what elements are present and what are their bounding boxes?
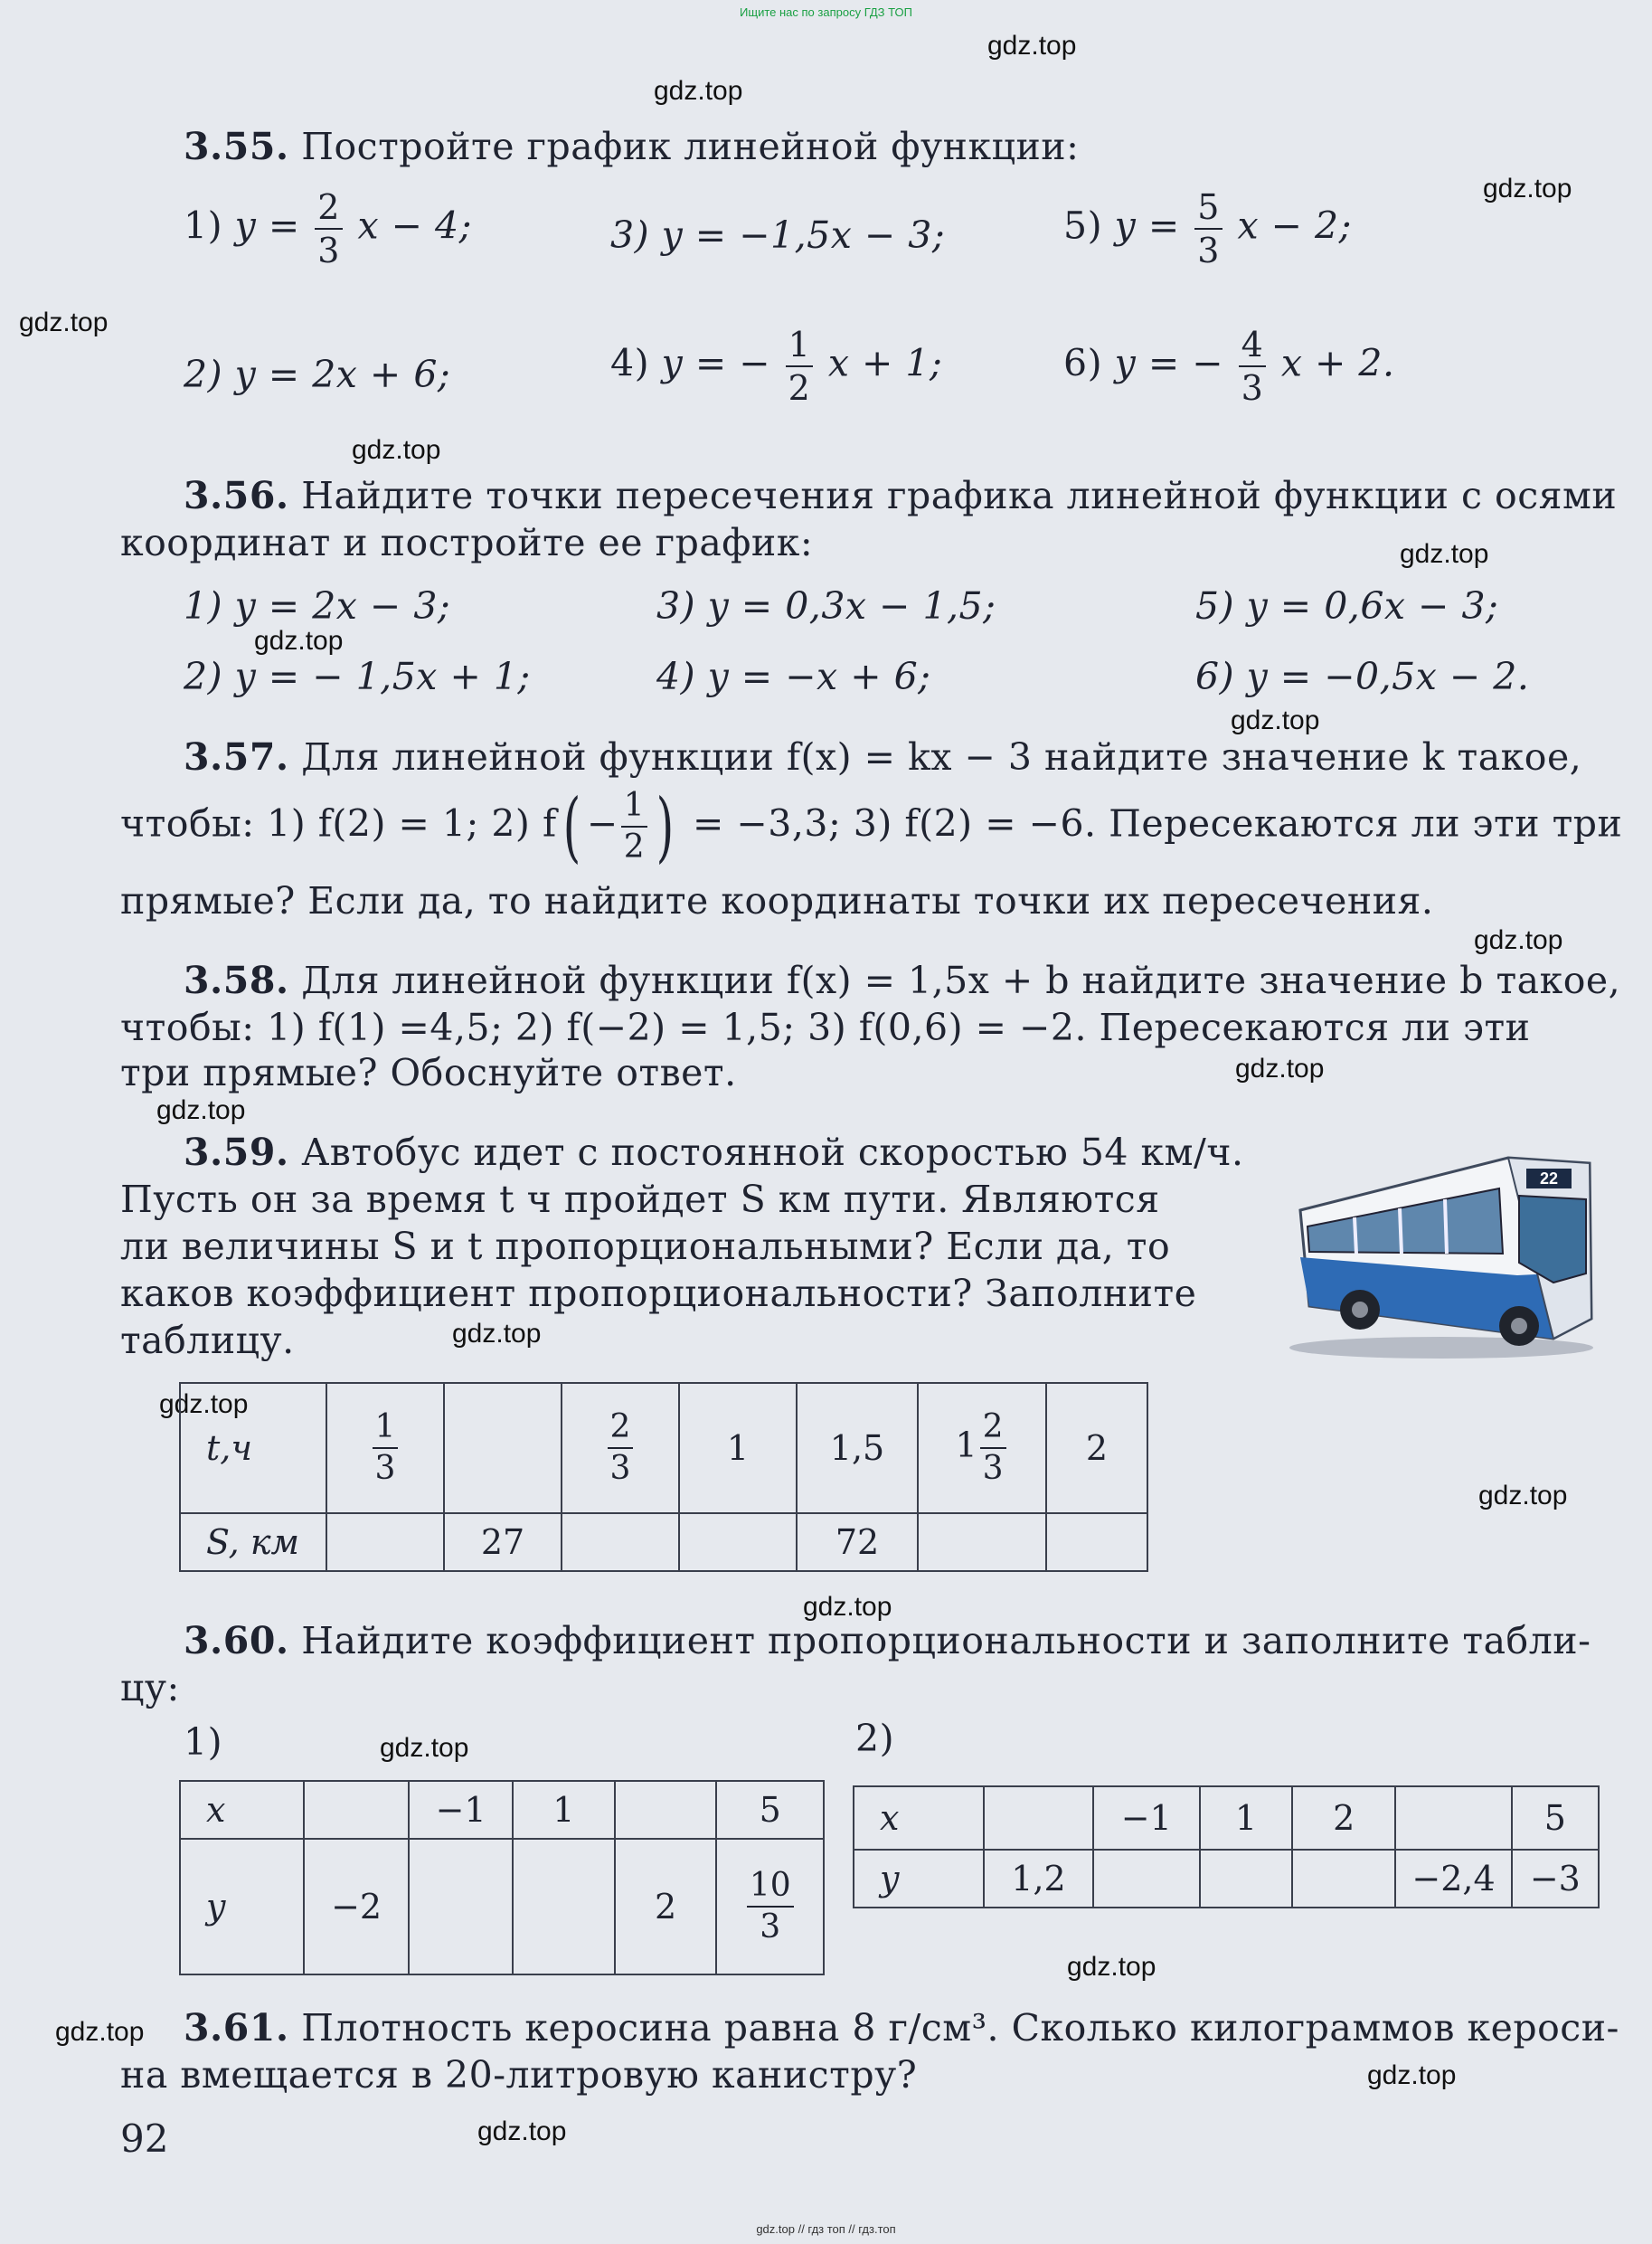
watermark: gdz.top xyxy=(1400,539,1489,569)
watermark: gdz.top xyxy=(803,1592,892,1622)
table-cell: 72 xyxy=(797,1513,918,1571)
problem-3-59-title: 3.59. Автобус идет с постоянной скоростью 54 км/ч. xyxy=(184,1131,1244,1174)
table-header-x: x xyxy=(180,1781,304,1839)
fraction: $\frac{4}{3}$ xyxy=(1239,327,1267,405)
proportion-table-1 xyxy=(179,1780,825,1975)
problem-3-56-item-3: 3) y = 0,3x − 1,5; xyxy=(656,584,996,628)
table-row xyxy=(180,1383,1147,1513)
problem-3-56-item-6: 6) y = −0,5x − 2. xyxy=(1195,655,1530,698)
bus-illustration xyxy=(1282,1147,1600,1364)
problem-3-56-item-2: 2) y = − 1,5x + 1; xyxy=(184,655,531,698)
fraction: $\frac{1}{2}$ xyxy=(621,790,647,864)
problem-3-55-item-3: 3) y = −1,5x − 3; xyxy=(610,213,946,257)
bus-shadow xyxy=(1289,1337,1593,1359)
problem-3-60-line-2: цу: xyxy=(120,1666,180,1709)
table-row xyxy=(180,1781,824,1839)
problem-3-58-line-2: чтобы: 1) f(1) =4,5; 2) f(−2) = 1,5; 3) f(0,6) = −2. Пересекаются ли эти xyxy=(120,1006,1531,1049)
table-row xyxy=(180,1839,824,1974)
problem-3-57-line-2: чтобы: 1) f(2) = 1; 2) f( − $\frac{1}{2}$ ) = −3,3; 3) f(2) = −6. Пересекаются ли эти три xyxy=(120,782,1623,871)
problem-3-57-title: 3.57. Для линейной функции f(x) = kx − 3 найдите значение k такое, xyxy=(184,735,1582,779)
table-cell xyxy=(1395,1786,1511,1850)
table-cell: 2 xyxy=(615,1839,717,1974)
problem-3-59-line-2: Пусть он за время t ч пройдет S км пути. Являются xyxy=(120,1178,1160,1221)
fraction: $\frac{1}{2}$ xyxy=(786,327,814,405)
problem-3-55-title xyxy=(184,123,1079,170)
table-row xyxy=(180,1513,1147,1571)
watermark: gdz.top xyxy=(987,31,1077,61)
table-header-y: y xyxy=(854,1850,984,1908)
problem-3-56-line-2: координат и постройте ее график: xyxy=(120,521,814,564)
table-header-t: t,ч xyxy=(180,1383,326,1513)
table-cell: $\frac{2}{3}$ xyxy=(562,1383,679,1513)
table-row xyxy=(854,1850,1599,1908)
watermark: gdz.top xyxy=(254,626,344,656)
problem-number: 3.55. xyxy=(184,125,289,168)
fraction: $\frac{5}{3}$ xyxy=(1194,190,1222,268)
problem-3-55-item-1: 1) y = $\frac{2}{3}$ x − 4; xyxy=(184,187,472,270)
table-cell: −2 xyxy=(304,1839,409,1974)
table-cell: $\frac{1}{3}$ xyxy=(326,1383,444,1513)
table-cell: −3 xyxy=(1512,1850,1599,1908)
watermark: gdz.top xyxy=(1478,1481,1568,1510)
fraction: $\frac{2}{3}$ xyxy=(315,190,343,268)
problem-3-58-title: 3.58. Для линейной функции f(x) = 1,5x + b найдите значение b такое, xyxy=(184,959,1621,1002)
watermark: gdz.top xyxy=(380,1733,469,1763)
table-row xyxy=(854,1786,1599,1850)
problem-3-61-line-2: на вмещается в 20-литровую канистру? xyxy=(120,2053,918,2097)
table-cell xyxy=(409,1839,513,1974)
table-cell xyxy=(304,1781,409,1839)
table-cell xyxy=(918,1513,1046,1571)
table-header-y: y xyxy=(180,1839,304,1974)
problem-3-55-item-4: 4) y = − $\frac{1}{2}$ x + 1; xyxy=(610,325,943,408)
watermark: gdz.top xyxy=(156,1095,246,1125)
problem-3-55-item-5: 5) y = $\frac{5}{3}$ x − 2; xyxy=(1063,187,1352,270)
problem-3-56-item-1: 1) y = 2x − 3; xyxy=(184,584,451,628)
table-cell: 1 xyxy=(513,1781,615,1839)
watermark: gdz.top xyxy=(1067,1952,1156,1982)
watermark: gdz.top xyxy=(452,1319,542,1349)
table-cell xyxy=(1292,1850,1395,1908)
watermark: gdz.top xyxy=(1367,2060,1457,2090)
table-cell: 1,2 xyxy=(984,1850,1092,1908)
table-cell: 27 xyxy=(444,1513,562,1571)
table-cell: $\frac{10}{3}$ xyxy=(716,1839,824,1974)
table-cell xyxy=(513,1839,615,1974)
table-header-x: x xyxy=(854,1786,984,1850)
watermark: gdz.top xyxy=(19,308,109,337)
problem-3-56-item-4: 4) y = −x + 6; xyxy=(656,655,931,698)
watermark: gdz.top xyxy=(55,2017,145,2047)
table-cell xyxy=(1200,1850,1292,1908)
top-note: Ищите нас по запросу ГДЗ ТОП xyxy=(740,5,912,19)
table-cell xyxy=(615,1781,717,1839)
problem-3-56-title: 3.56. Найдите точки пересечения графика линейной функции с осями xyxy=(184,474,1618,517)
watermark: gdz.top xyxy=(1231,705,1320,735)
problem-text: Постройте график линейной функции: xyxy=(301,125,1080,168)
table-2-label: 2) xyxy=(855,1717,895,1760)
proportion-table-2 xyxy=(853,1785,1600,1908)
table-cell: −1 xyxy=(409,1781,513,1839)
problem-3-58-line-3: три прямые? Обоснуйте ответ. xyxy=(120,1051,737,1094)
table-cell xyxy=(984,1786,1092,1850)
watermark: gdz.top xyxy=(1483,174,1572,204)
problem-3-59-line-5: таблицу. xyxy=(120,1319,295,1362)
watermark: gdz.top xyxy=(159,1389,249,1419)
watermark: gdz.top xyxy=(477,2116,567,2146)
bottom-note: gdz.top // гдз топ // гдз.топ xyxy=(756,2222,896,2236)
table-cell: 1 xyxy=(1200,1786,1292,1850)
problem-3-55-item-6: 6) y = − $\frac{4}{3}$ x + 2. xyxy=(1063,325,1395,408)
table-cell: −1 xyxy=(1093,1786,1200,1850)
table-cell: 2 xyxy=(1292,1786,1395,1850)
table-cell: 1,5 xyxy=(797,1383,918,1513)
table-cell xyxy=(444,1383,562,1513)
watermark: gdz.top xyxy=(1235,1054,1325,1084)
problem-3-56-item-5: 5) y = 0,6x − 3; xyxy=(1195,584,1499,628)
table-1-label: 1) xyxy=(184,1720,223,1764)
problem-3-59-line-3: ли величины S и t пропорциональными? Если да, то xyxy=(120,1225,1171,1268)
table-cell: −2,4 xyxy=(1395,1850,1511,1908)
problem-3-59-line-4: каков коэффициент пропорциональности? Заполните xyxy=(120,1272,1197,1315)
table-cell xyxy=(679,1513,797,1571)
bus-route-number: 22 xyxy=(1539,1169,1559,1188)
table-cell xyxy=(562,1513,679,1571)
table-cell: 2 xyxy=(1046,1383,1147,1513)
problem-3-61-title: 3.61. Плотность керосина равна 8 г/см³. Сколько килограммов кероси- xyxy=(184,2006,1619,2050)
page-number: 92 xyxy=(120,2116,169,2161)
problem-3-57-line-3: прямые? Если да, то найдите координаты точки их пересечения. xyxy=(120,879,1434,923)
table-cell: 5 xyxy=(716,1781,824,1839)
table-cell: 5 xyxy=(1512,1786,1599,1850)
table-cell xyxy=(1093,1850,1200,1908)
problem-3-55-item-2: 2) y = 2x + 6; xyxy=(184,353,451,396)
watermark: gdz.top xyxy=(1474,925,1563,955)
watermark: gdz.top xyxy=(654,76,743,106)
table-cell: 1 xyxy=(679,1383,797,1513)
problem-3-60-title: 3.60. Найдите коэффициент пропорциональности и заполните табли- xyxy=(184,1619,1591,1662)
table-cell xyxy=(326,1513,444,1571)
table-cell xyxy=(1046,1513,1147,1571)
table-cell: 1 $\frac{2}{3}$ xyxy=(918,1383,1046,1513)
watermark: gdz.top xyxy=(352,435,441,465)
speed-table xyxy=(179,1382,1148,1572)
table-header-s: S, км xyxy=(180,1513,326,1571)
